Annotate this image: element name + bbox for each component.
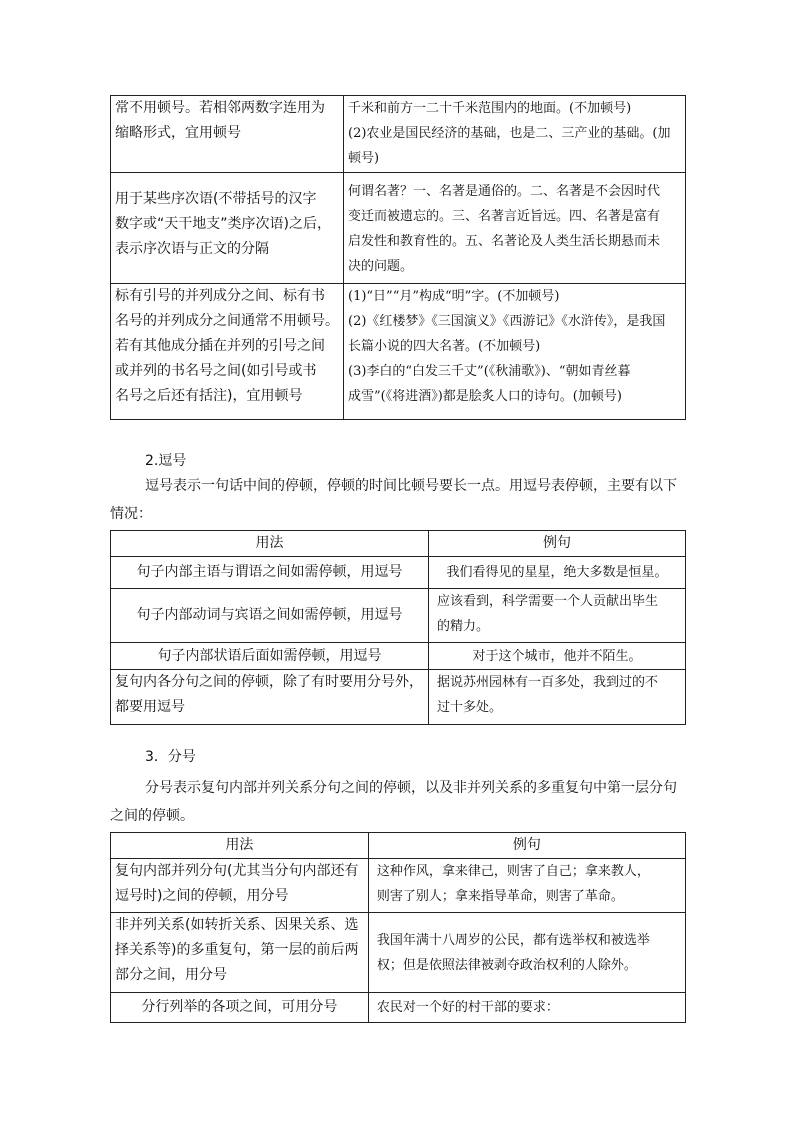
usage-cell bbox=[111, 859, 369, 913]
example-text: 千米和前方一二十千米范围内的地面。(不加顿号) bbox=[348, 101, 632, 116]
usage-text: 名号的并列成分之间通常不用顿号。 bbox=[115, 313, 339, 329]
example-text: 启发性和教育性的。五、名著论及人类生活长期悬而未 bbox=[348, 234, 661, 249]
intro-line: 之间的停顿。 bbox=[110, 808, 194, 824]
usage-text: 复句内部并列分句(尤其当分句内部还有 bbox=[115, 863, 359, 879]
usage-text: 部分之间，用分号 bbox=[115, 967, 227, 983]
usage-cell bbox=[111, 557, 429, 589]
example-text: 据说苏州园林有一百多处，我到过的不 bbox=[436, 675, 658, 690]
usage-text: 表示序次语与正文的分隔 bbox=[115, 241, 269, 257]
table-row bbox=[111, 589, 686, 643]
table-row bbox=[111, 643, 686, 670]
example-text: 变迁而被遗忘的。三、名著言近旨远。四、名著是富有 bbox=[348, 209, 661, 224]
header-usage: 用法 bbox=[111, 833, 369, 859]
example-cell bbox=[368, 913, 685, 993]
usage-text: 数字或“天干地支”类序次语)之后， bbox=[115, 216, 331, 232]
usage-cell bbox=[111, 913, 369, 993]
example-text: (2)《红楼梦》《三国演义》《西游记》《水浒传》，是我国 bbox=[348, 314, 666, 329]
usage-text: 名号之后还有括注)，宜用顿号 bbox=[115, 388, 303, 404]
example-text: (1)“日”“月”构成“明”字。(不加顿号) bbox=[348, 289, 560, 304]
usage-text: 句子内部主语与谓语之间如需停顿，用逗号 bbox=[136, 564, 403, 580]
example-cell bbox=[428, 557, 685, 589]
table-header-row bbox=[111, 531, 686, 557]
example-text: 成雪”(《将进酒》)都是脍炙人口的诗句。(加顿号) bbox=[348, 389, 622, 404]
header-usage: 用法 bbox=[111, 531, 429, 557]
usage-text: 标有引号的并列成分之间、标有书 bbox=[115, 288, 325, 304]
usage-text: 都要用逗号 bbox=[115, 699, 185, 715]
example-text: 过十多处。 bbox=[436, 700, 502, 715]
usage-text: 复句内各分句之间的停顿，除了有时要用分号外， bbox=[115, 674, 423, 690]
example-text: 长篇小说的四大名著。(不加顿号) bbox=[348, 339, 541, 354]
usage-text: 非并列关系(如转折关系、因果关系、选 bbox=[115, 917, 359, 933]
example-text: (3)李白的“白发三千丈”(《秋浦歌》)、“朝如青丝暮 bbox=[348, 364, 631, 379]
section-title-semicolon: 3．分号 bbox=[145, 749, 196, 765]
example-text: 我国年满十八周岁的公民，都有选举权和被选举 bbox=[376, 932, 650, 948]
table-row bbox=[111, 670, 686, 725]
table-row bbox=[111, 913, 686, 993]
table-header-row bbox=[111, 833, 686, 859]
usage-cell bbox=[111, 670, 429, 725]
table-row bbox=[111, 557, 686, 589]
usage-cell bbox=[111, 284, 344, 420]
example-cell bbox=[428, 643, 685, 670]
table-row bbox=[111, 284, 686, 420]
usage-text: 句子内部动词与宾语之间如需停顿，用逗号 bbox=[136, 607, 403, 623]
table-comma bbox=[110, 530, 686, 725]
section-intro-semicolon bbox=[110, 774, 686, 830]
usage-cell bbox=[111, 173, 344, 284]
example-cell bbox=[428, 589, 685, 643]
example-text: 对于这个城市，他并不陌生。 bbox=[472, 648, 642, 664]
table-row bbox=[111, 96, 686, 173]
example-text: 顿号) bbox=[348, 151, 380, 166]
intro-line: 逗号表示一句话中间的停顿，停顿的时间比顿号要长一点。用逗号表停顿，主要有以下 bbox=[145, 478, 677, 494]
example-text: 则害了别人；拿来指导革命，则害了革命。 bbox=[376, 889, 624, 904]
usage-text: 择关系等)的多重复句，第一层的前后两 bbox=[115, 942, 359, 958]
usage-cell bbox=[111, 993, 369, 1023]
usage-cell bbox=[111, 589, 429, 643]
example-text: 农民对一个好的村干部的要求： bbox=[376, 1000, 559, 1015]
table-row bbox=[111, 859, 686, 913]
usage-cell bbox=[111, 643, 429, 670]
intro-line: 分号表示复句内部并列关系分句之间的停顿，以及非并列关系的多重复句中第一层分句 bbox=[145, 780, 677, 796]
example-text: 这种作风，拿来律己，则害了自己；拿来教人， bbox=[376, 864, 650, 879]
example-text: 何谓名著？一、名著是通俗的。二、名著是不会因时代 bbox=[348, 184, 661, 199]
example-text: 决的问题。 bbox=[348, 259, 414, 274]
usage-text: 常不用顿号。若相邻两数字连用为 bbox=[115, 100, 325, 116]
table-row bbox=[111, 173, 686, 284]
example-text: 我们看得见的星星，绝大多数是恒星。 bbox=[446, 565, 668, 580]
example-cell bbox=[344, 284, 686, 420]
usage-text: 缩略形式，宜用顿号 bbox=[115, 125, 241, 141]
usage-text: 用于某些序次语(不带括号的汉字 bbox=[115, 191, 317, 207]
usage-text: 若有其他成分插在并列的引号之间 bbox=[115, 338, 325, 354]
example-cell bbox=[428, 670, 685, 725]
section-title-comma: 2.逗号 bbox=[145, 453, 187, 469]
usage-text: 或并列的书名号之间(如引号或书 bbox=[115, 363, 317, 379]
example-cell bbox=[344, 96, 686, 173]
usage-text: 句子内部状语后面如需停顿，用逗号 bbox=[157, 647, 382, 664]
table-dunhao bbox=[110, 95, 686, 420]
section-intro-comma bbox=[110, 472, 686, 528]
usage-text: 分行列举的各项之间，可用分号 bbox=[141, 999, 338, 1015]
header-example: 例句 bbox=[428, 531, 685, 557]
usage-cell bbox=[111, 96, 344, 173]
usage-text: 逗号时)之间的停顿，用分号 bbox=[115, 888, 289, 904]
example-text: 应该看到，科学需要一个人贡献出毕生 bbox=[436, 594, 658, 609]
example-text: 的精力。 bbox=[436, 619, 489, 634]
example-cell bbox=[368, 859, 685, 913]
example-text: (2)农业是国民经济的基础，也是二、三产业的基础。(加 bbox=[348, 126, 671, 141]
example-text: 权；但是依照法律被剥夺政治权利的人除外。 bbox=[376, 957, 637, 973]
example-cell bbox=[368, 993, 685, 1023]
table-row bbox=[111, 993, 686, 1023]
example-cell bbox=[344, 173, 686, 284]
table-semicolon bbox=[110, 832, 686, 1023]
intro-line: 情况： bbox=[110, 506, 152, 522]
header-example: 例句 bbox=[368, 833, 685, 859]
